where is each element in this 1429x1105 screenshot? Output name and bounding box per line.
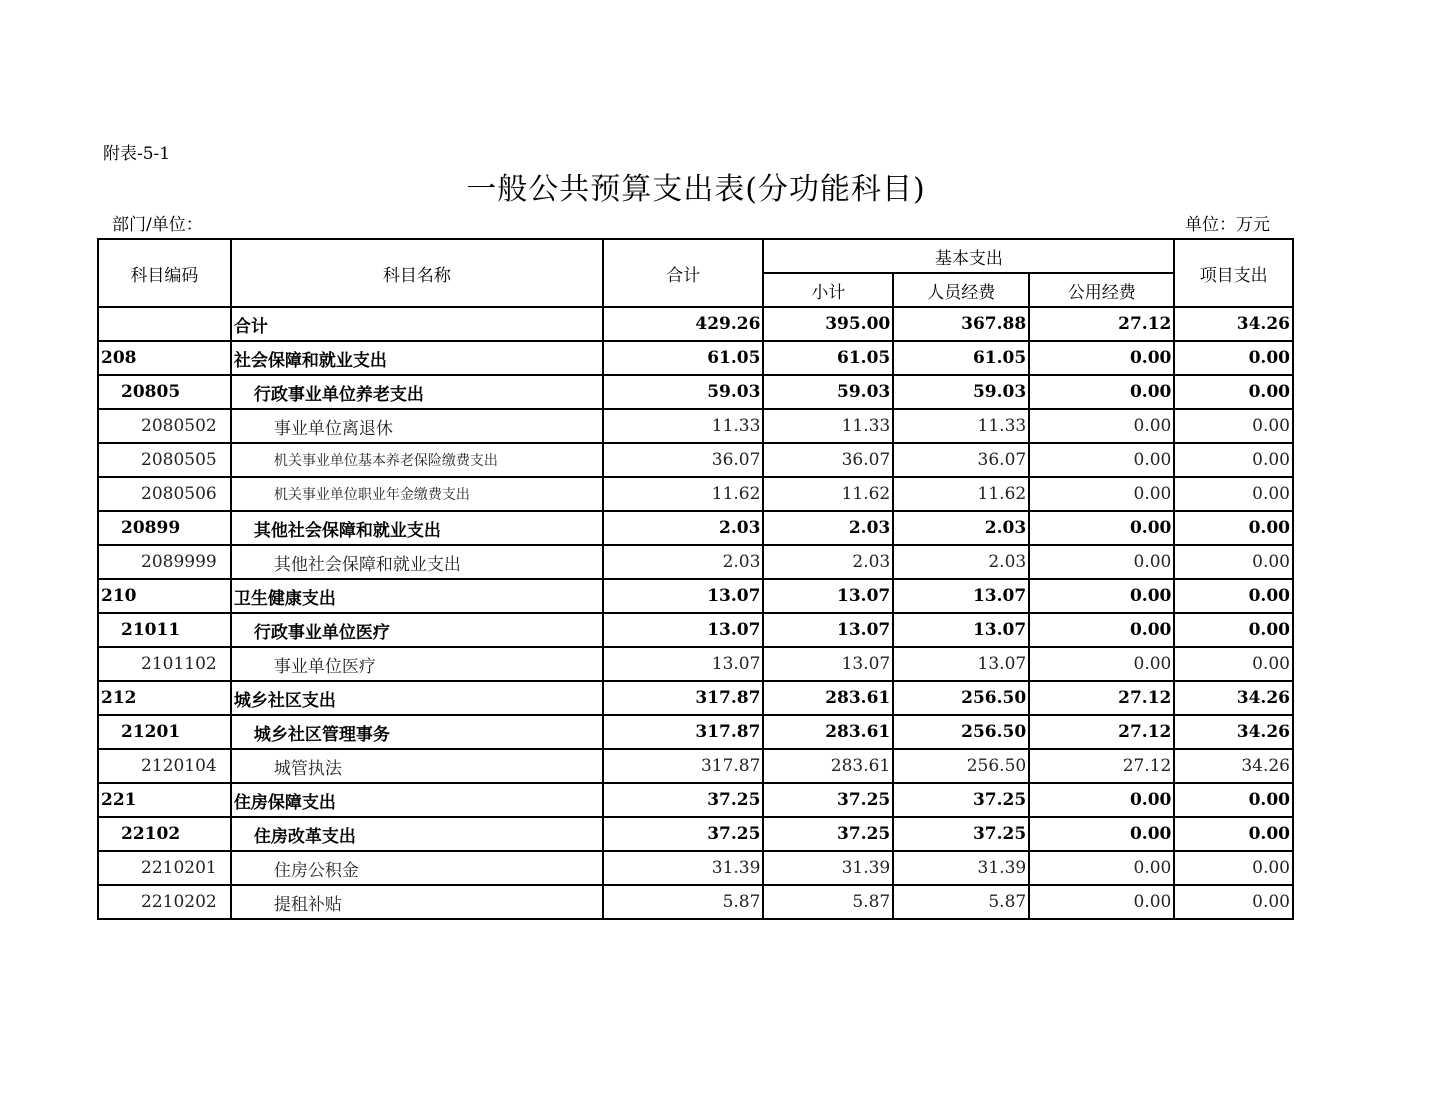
cell-subtotal: 36.07 xyxy=(763,443,893,477)
table-row xyxy=(98,409,1293,443)
cell-subtotal: 283.61 xyxy=(763,681,893,715)
table-row xyxy=(98,307,1293,341)
table-body xyxy=(98,307,1293,919)
cell-personnel: 37.25 xyxy=(893,817,1029,851)
cell-public: 0.00 xyxy=(1029,885,1174,919)
header-name: 科目名称 xyxy=(231,239,603,307)
cell-personnel: 2.03 xyxy=(893,545,1029,579)
cell-total: 317.87 xyxy=(603,681,763,715)
cell-name: 住房改革支出 xyxy=(231,817,603,851)
cell-total: 31.39 xyxy=(603,851,763,885)
cell-total: 317.87 xyxy=(603,715,763,749)
cell-project: 0.00 xyxy=(1174,783,1293,817)
table-row xyxy=(98,681,1293,715)
cell-subtotal: 5.87 xyxy=(763,885,893,919)
cell-project: 0.00 xyxy=(1174,647,1293,681)
cell-personnel: 61.05 xyxy=(893,341,1029,375)
table-row xyxy=(98,817,1293,851)
cell-name: 城乡社区管理事务 xyxy=(231,715,603,749)
cell-project: 0.00 xyxy=(1174,545,1293,579)
table-row xyxy=(98,477,1293,511)
cell-public: 0.00 xyxy=(1029,545,1174,579)
cell-code: 21201 xyxy=(98,715,231,749)
cell-personnel: 5.87 xyxy=(893,885,1029,919)
cell-name: 住房保障支出 xyxy=(231,783,603,817)
table-row xyxy=(98,851,1293,885)
cell-subtotal: 283.61 xyxy=(763,715,893,749)
cell-subtotal: 2.03 xyxy=(763,511,893,545)
header-project: 项目支出 xyxy=(1174,239,1293,307)
page-title: 一般公共预算支出表(分功能科目) xyxy=(466,172,926,207)
cell-name: 社会保障和就业支出 xyxy=(231,341,603,375)
cell-code: 2080505 xyxy=(98,443,231,477)
cell-subtotal: 283.61 xyxy=(763,749,893,783)
cell-name: 事业单位医疗 xyxy=(231,647,603,681)
cell-total: 13.07 xyxy=(603,647,763,681)
cell-code xyxy=(98,307,231,341)
cell-code: 208 xyxy=(98,341,231,375)
cell-code: 2080506 xyxy=(98,477,231,511)
cell-personnel: 13.07 xyxy=(893,647,1029,681)
cell-project: 0.00 xyxy=(1174,885,1293,919)
cell-personnel: 37.25 xyxy=(893,783,1029,817)
table-row xyxy=(98,375,1293,409)
table-row xyxy=(98,715,1293,749)
table-row xyxy=(98,511,1293,545)
cell-public: 0.00 xyxy=(1029,443,1174,477)
cell-name: 其他社会保障和就业支出 xyxy=(231,511,603,545)
cell-public: 0.00 xyxy=(1029,817,1174,851)
cell-subtotal: 31.39 xyxy=(763,851,893,885)
cell-total: 2.03 xyxy=(603,545,763,579)
table-row xyxy=(98,647,1293,681)
cell-name: 其他社会保障和就业支出 xyxy=(231,545,603,579)
cell-name: 城管执法 xyxy=(231,749,603,783)
cell-subtotal: 61.05 xyxy=(763,341,893,375)
cell-name: 机关事业单位基本养老保险缴费支出 xyxy=(231,443,603,477)
header-basic: 基本支出 xyxy=(763,239,1174,273)
cell-public: 0.00 xyxy=(1029,511,1174,545)
cell-subtotal: 11.33 xyxy=(763,409,893,443)
header-subtotal: 小计 xyxy=(763,273,893,307)
cell-name: 行政事业单位养老支出 xyxy=(231,375,603,409)
cell-name: 城乡社区支出 xyxy=(231,681,603,715)
department-label: 部门/单位： xyxy=(112,215,203,235)
cell-total: 429.26 xyxy=(603,307,763,341)
cell-code: 2210202 xyxy=(98,885,231,919)
cell-code: 20899 xyxy=(98,511,231,545)
cell-total: 317.87 xyxy=(603,749,763,783)
cell-public: 0.00 xyxy=(1029,341,1174,375)
cell-project: 0.00 xyxy=(1174,851,1293,885)
cell-personnel: 256.50 xyxy=(893,715,1029,749)
cell-subtotal: 37.25 xyxy=(763,783,893,817)
cell-project: 0.00 xyxy=(1174,341,1293,375)
cell-public: 0.00 xyxy=(1029,477,1174,511)
cell-personnel: 256.50 xyxy=(893,681,1029,715)
cell-total: 11.62 xyxy=(603,477,763,511)
cell-name: 行政事业单位医疗 xyxy=(231,613,603,647)
cell-code: 2089999 xyxy=(98,545,231,579)
cell-code: 21011 xyxy=(98,613,231,647)
cell-personnel: 367.88 xyxy=(893,307,1029,341)
cell-public: 27.12 xyxy=(1029,749,1174,783)
cell-subtotal: 13.07 xyxy=(763,579,893,613)
table-row xyxy=(98,783,1293,817)
cell-code: 2080502 xyxy=(98,409,231,443)
cell-project: 34.26 xyxy=(1174,749,1293,783)
cell-project: 0.00 xyxy=(1174,579,1293,613)
cell-public: 27.12 xyxy=(1029,681,1174,715)
cell-total: 2.03 xyxy=(603,511,763,545)
budget-table xyxy=(97,238,1294,920)
unit-label: 单位：万元 xyxy=(1185,215,1270,235)
cell-name: 提租补贴 xyxy=(231,885,603,919)
cell-total: 11.33 xyxy=(603,409,763,443)
cell-project: 0.00 xyxy=(1174,511,1293,545)
table-row xyxy=(98,579,1293,613)
cell-personnel: 11.62 xyxy=(893,477,1029,511)
cell-code: 221 xyxy=(98,783,231,817)
cell-public: 0.00 xyxy=(1029,783,1174,817)
cell-subtotal: 2.03 xyxy=(763,545,893,579)
cell-personnel: 13.07 xyxy=(893,579,1029,613)
cell-subtotal: 13.07 xyxy=(763,613,893,647)
cell-total: 13.07 xyxy=(603,613,763,647)
table-row xyxy=(98,613,1293,647)
cell-public: 0.00 xyxy=(1029,375,1174,409)
cell-code: 2101102 xyxy=(98,647,231,681)
cell-total: 61.05 xyxy=(603,341,763,375)
cell-public: 0.00 xyxy=(1029,851,1174,885)
cell-personnel: 11.33 xyxy=(893,409,1029,443)
cell-personnel: 256.50 xyxy=(893,749,1029,783)
cell-public: 0.00 xyxy=(1029,613,1174,647)
cell-subtotal: 59.03 xyxy=(763,375,893,409)
cell-subtotal: 13.07 xyxy=(763,647,893,681)
document-label: 附表-5-1 xyxy=(103,144,171,164)
cell-code: 20805 xyxy=(98,375,231,409)
cell-personnel: 31.39 xyxy=(893,851,1029,885)
cell-project: 0.00 xyxy=(1174,817,1293,851)
cell-subtotal: 395.00 xyxy=(763,307,893,341)
cell-code: 2120104 xyxy=(98,749,231,783)
header-personnel: 人员经费 xyxy=(893,273,1029,307)
cell-total: 36.07 xyxy=(603,443,763,477)
cell-project: 0.00 xyxy=(1174,375,1293,409)
table-row xyxy=(98,749,1293,783)
cell-subtotal: 37.25 xyxy=(763,817,893,851)
table-row xyxy=(98,443,1293,477)
cell-project: 0.00 xyxy=(1174,613,1293,647)
cell-public: 0.00 xyxy=(1029,409,1174,443)
table-row xyxy=(98,885,1293,919)
cell-project: 34.26 xyxy=(1174,715,1293,749)
cell-personnel: 59.03 xyxy=(893,375,1029,409)
cell-personnel: 13.07 xyxy=(893,613,1029,647)
cell-project: 0.00 xyxy=(1174,409,1293,443)
cell-personnel: 36.07 xyxy=(893,443,1029,477)
cell-public: 27.12 xyxy=(1029,307,1174,341)
cell-public: 0.00 xyxy=(1029,579,1174,613)
header-total: 合计 xyxy=(603,239,763,307)
cell-name: 机关事业单位职业年金缴费支出 xyxy=(231,477,603,511)
cell-total: 59.03 xyxy=(603,375,763,409)
cell-code: 210 xyxy=(98,579,231,613)
cell-total: 13.07 xyxy=(603,579,763,613)
cell-code: 2210201 xyxy=(98,851,231,885)
cell-project: 0.00 xyxy=(1174,443,1293,477)
table-row xyxy=(98,545,1293,579)
cell-personnel: 2.03 xyxy=(893,511,1029,545)
cell-code: 212 xyxy=(98,681,231,715)
cell-project: 34.26 xyxy=(1174,681,1293,715)
cell-total: 37.25 xyxy=(603,817,763,851)
cell-name: 卫生健康支出 xyxy=(231,579,603,613)
header-public: 公用经费 xyxy=(1029,273,1174,307)
cell-project: 0.00 xyxy=(1174,477,1293,511)
header-code: 科目编码 xyxy=(98,239,231,307)
cell-name: 合计 xyxy=(231,307,603,341)
cell-name: 事业单位离退休 xyxy=(231,409,603,443)
cell-public: 0.00 xyxy=(1029,647,1174,681)
cell-subtotal: 11.62 xyxy=(763,477,893,511)
cell-code: 22102 xyxy=(98,817,231,851)
table-header xyxy=(98,239,1293,307)
cell-total: 5.87 xyxy=(603,885,763,919)
cell-name: 住房公积金 xyxy=(231,851,603,885)
cell-total: 37.25 xyxy=(603,783,763,817)
table-row xyxy=(98,341,1293,375)
cell-project: 34.26 xyxy=(1174,307,1293,341)
cell-public: 27.12 xyxy=(1029,715,1174,749)
